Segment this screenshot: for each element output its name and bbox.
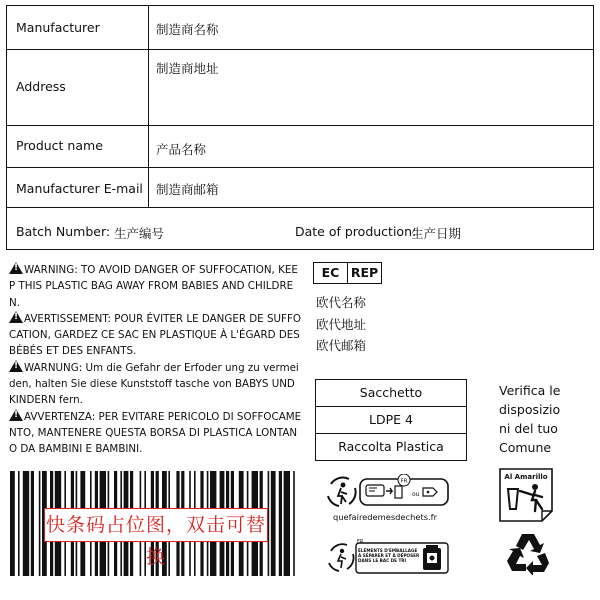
triman-info-icon [325,474,451,512]
manufacturer-label: Manufacturer [16,20,100,35]
triman-fr-text: FR [400,478,408,485]
warnings-block [9,262,304,458]
ec-text: EC [321,265,340,280]
manufacturer-value: 制造商名称 [156,22,219,37]
eu-rep-address: 欧代地址 [316,316,367,332]
manufacturer-row [7,6,593,50]
batch-date-row [7,208,593,248]
warning-en: !WARNING: TO AVOID DANGER OF SUFFOCATION, KEEP THIS PLASTIC BAG AWAY FROM BABIES AND CHILDREN. [9,262,304,311]
eu-rep-name: 欧代名称 [316,295,367,310]
triman-ou-text: ou [412,491,420,498]
email-row [7,168,593,208]
eu-rep-info [316,292,366,357]
product-row [7,126,593,168]
warning-triangle-icon [9,262,23,274]
product-info-table [6,5,594,250]
material-table [315,379,467,461]
email-value: 制造商邮箱 [156,182,219,197]
ec-rep-symbol [313,262,382,284]
warning-de: !WARNUNG: Um die Gefahr der Erfoder ung zu vermeiden, halten Sie diese Kunststoff tasche von BABYS UND KINDERN fern. [9,360,304,409]
warning-triangle-icon [9,360,23,372]
warning-triangle-icon [9,409,23,421]
batch-label: Batch Number: [16,224,111,239]
recycling-symbol-icon [505,531,551,575]
verify-note: Verifica le disposizio ni del tuo Comune [499,383,561,455]
bin-fr-text: FR [357,539,364,545]
batch-value: 生产编号 [114,226,165,241]
warning-it: !AVVERTENZA: PER EVITARE PERICOLO DI SOFFOCAMENTO, MANTENERE QUESTA BORSA DI PLASTICA LONTANO DA BAMBINI E BAMBINI. [9,409,304,458]
address-value: 制造商地址 [156,61,219,76]
email-label: Manufacturer E-mail [16,181,143,196]
amarillo-bin-icon [498,467,554,523]
product-label: Product name [16,138,103,153]
warning-fr: !AVERTISSEMENT: POUR ÉVITER LE DANGER DE SUFFOCATION, GARDEZ CE SAC EN PLASTIQUE À L'ÉGARD DES BÉBÉS ET DES ENFANTS. [9,311,304,360]
sorting-bin-icon [326,539,450,577]
date-label: Date of production: [295,224,417,239]
address-label: Address [16,79,66,94]
amarillo-text: Al Amarillo [504,473,548,481]
material-type: Sacchetto [316,380,466,407]
rep-text: REP [347,263,381,283]
product-value: 产品名称 [156,142,207,157]
date-value: 生产日期 [411,226,462,241]
material-collection: Raccolta Plastica [338,439,444,454]
eu-rep-email: 欧代邮箱 [316,338,367,353]
address-row [7,50,593,126]
material-code: LDPE 4 [316,407,466,434]
barcode-placeholder-label: 快条码占位图，双击可替换 [44,508,268,542]
warning-triangle-icon [9,311,23,323]
bin-instruction-text: ÉLÉMENTS D'EMBALLAGE À SÉPARER ET À DÉPOSER DANS LE BAC DE TRI [358,548,420,564]
triman-website: quefairedemesdechets.fr [333,512,437,522]
